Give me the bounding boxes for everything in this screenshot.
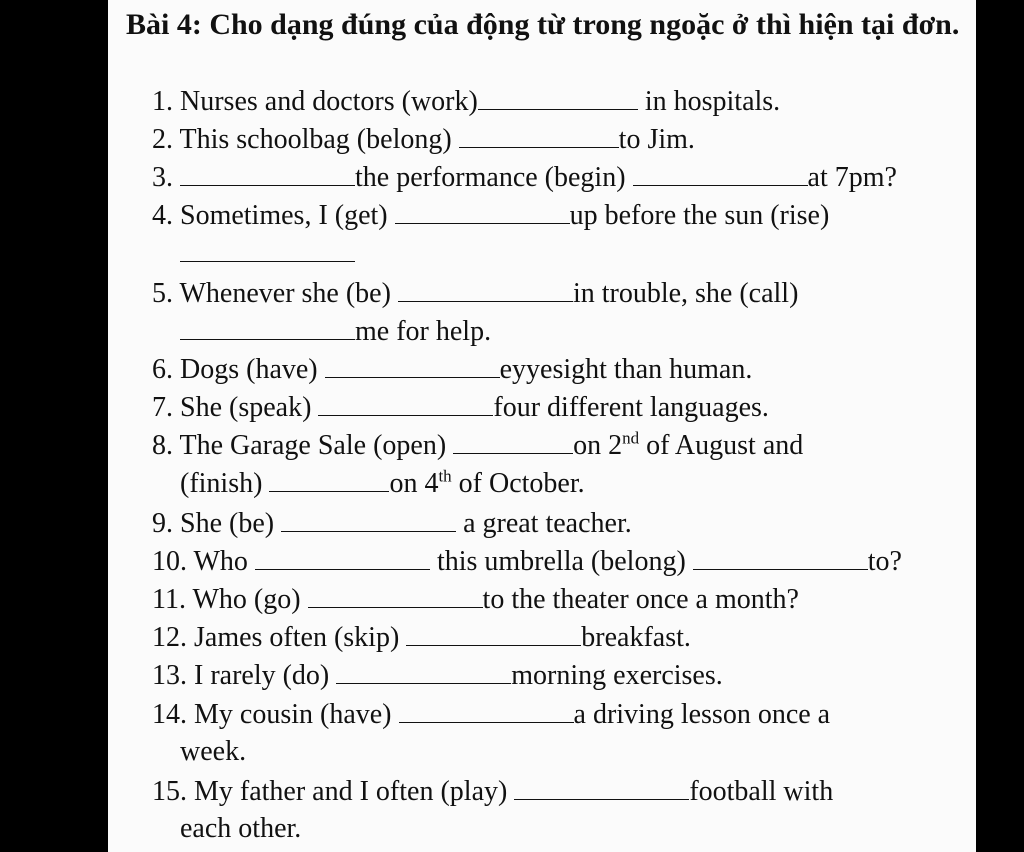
answer-blank[interactable] [693, 543, 868, 570]
item-5: 5. Whenever she (be) in trouble, she (call) [152, 275, 798, 312]
item-3: 3. the performance (begin) at 7pm? [152, 159, 897, 196]
answer-blank[interactable] [180, 159, 355, 186]
answer-blank[interactable] [336, 657, 511, 684]
item-13: 13. I rarely (do) morning exercises. [152, 657, 723, 694]
answer-blank[interactable] [459, 121, 619, 148]
item-4-cont [180, 235, 355, 272]
item-10: 10. Who this umbrella (belong) to? [152, 543, 902, 580]
worksheet-page [108, 0, 976, 852]
item-7: 7. She (speak) four different languages. [152, 389, 769, 426]
item-14-cont: week. [180, 736, 247, 767]
item-12: 12. James often (skip) breakfast. [152, 619, 691, 656]
answer-blank[interactable] [478, 83, 638, 110]
item-9: 9. She (be) a great teacher. [152, 505, 632, 542]
item-15-cont: each other. [180, 813, 302, 844]
item-4: 4. Sometimes, I (get) up before the sun (rise) [152, 197, 829, 234]
item-6: 6. Dogs (have) eyyesight than human. [152, 351, 752, 388]
answer-blank[interactable] [395, 197, 570, 224]
item-8-cont: (finish) on 4th of October. [180, 466, 585, 499]
answer-blank[interactable] [406, 619, 581, 646]
item-5-cont: me for help. [180, 313, 491, 350]
answer-blank[interactable] [180, 235, 355, 262]
answer-blank[interactable] [514, 773, 689, 800]
answer-blank[interactable] [325, 351, 500, 378]
answer-blank[interactable] [453, 427, 573, 454]
answer-blank[interactable] [269, 465, 389, 492]
item-15: 15. My father and I often (play) football with [152, 773, 833, 810]
answer-blank[interactable] [318, 389, 493, 416]
item-2: 2. This schoolbag (belong) to Jim. [152, 121, 695, 158]
answer-blank[interactable] [633, 159, 808, 186]
item-11: 11. Who (go) to the theater once a month? [152, 581, 799, 618]
answer-blank[interactable] [255, 543, 430, 570]
answer-blank[interactable] [399, 696, 574, 723]
answer-blank[interactable] [308, 581, 483, 608]
exercise-title: Bài 4: Cho dạng đúng của động từ trong ngoặc ở thì hiện tại đơn. [126, 8, 960, 41]
answer-blank[interactable] [281, 505, 456, 532]
answer-blank[interactable] [180, 313, 355, 340]
item-8: 8. The Garage Sale (open) on 2nd of August and [152, 428, 804, 461]
item-14: 14. My cousin (have) a driving lesson once a [152, 696, 830, 733]
answer-blank[interactable] [398, 275, 573, 302]
item-1: 1. Nurses and doctors (work) in hospitals. [152, 83, 780, 120]
